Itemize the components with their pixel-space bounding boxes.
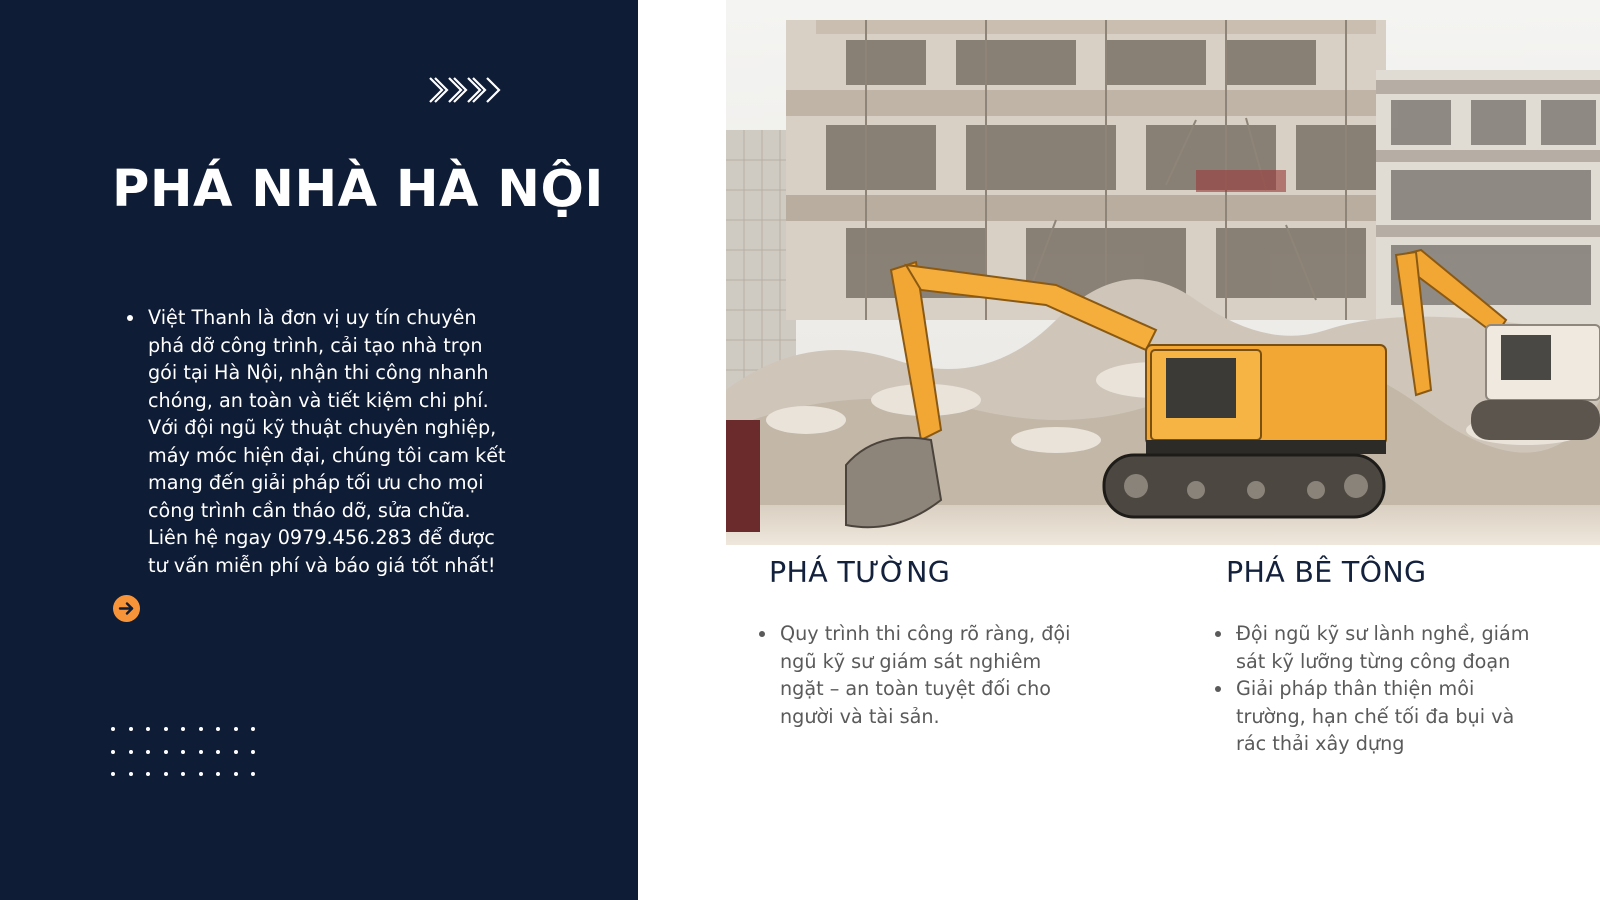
section-title-pha-tuong: PHÁ TƯỜNG <box>769 556 951 589</box>
chevrons-right-icon <box>428 74 504 106</box>
list-item: • Đội ngũ kỹ sư lành nghề, giám sát kỹ lưỡng từng công đoạn <box>1234 620 1534 675</box>
list-item: • Giải pháp thân thiện môi trường, hạn chế tối đa bụi và rác thải xây dựng <box>1234 675 1534 758</box>
arrow-right-circle-icon[interactable] <box>113 595 140 622</box>
section-list-pha-tuong <box>756 620 1078 730</box>
dot-grid-decoration <box>111 727 256 785</box>
left-panel <box>0 0 638 900</box>
section-title-pha-be-tong: PHÁ BÊ TÔNG <box>1226 556 1427 589</box>
demolition-photo <box>726 0 1600 545</box>
intro-item: • Việt Thanh là đơn vị uy tín chuyên phá dỡ công trình, cải tạo nhà trọn gói tại Hà Nội, nhận thi công nhanh chóng, an toàn và tiết kiệm chi phí. Với đội ngũ kỹ thuật chuyên nghiệp, máy móc hiện đại, chúng tôi cam kết mang đến giải pháp tối ưu cho mọi công trình cần tháo dỡ, sửa chữa. Liên hệ ngay 0979.456.283 để được tư vấn miễn phí và báo giá tốt nhất! <box>146 304 506 579</box>
page-title: PHÁ NHÀ HÀ NỘI <box>112 160 604 219</box>
section-list-pha-be-tong <box>1212 620 1534 758</box>
intro-list <box>124 304 506 579</box>
list-item: • Quy trình thi công rõ ràng, đội ngũ kỹ sư giám sát nghiêm ngặt – an toàn tuyệt đối cho người và tài sản. <box>778 620 1078 730</box>
